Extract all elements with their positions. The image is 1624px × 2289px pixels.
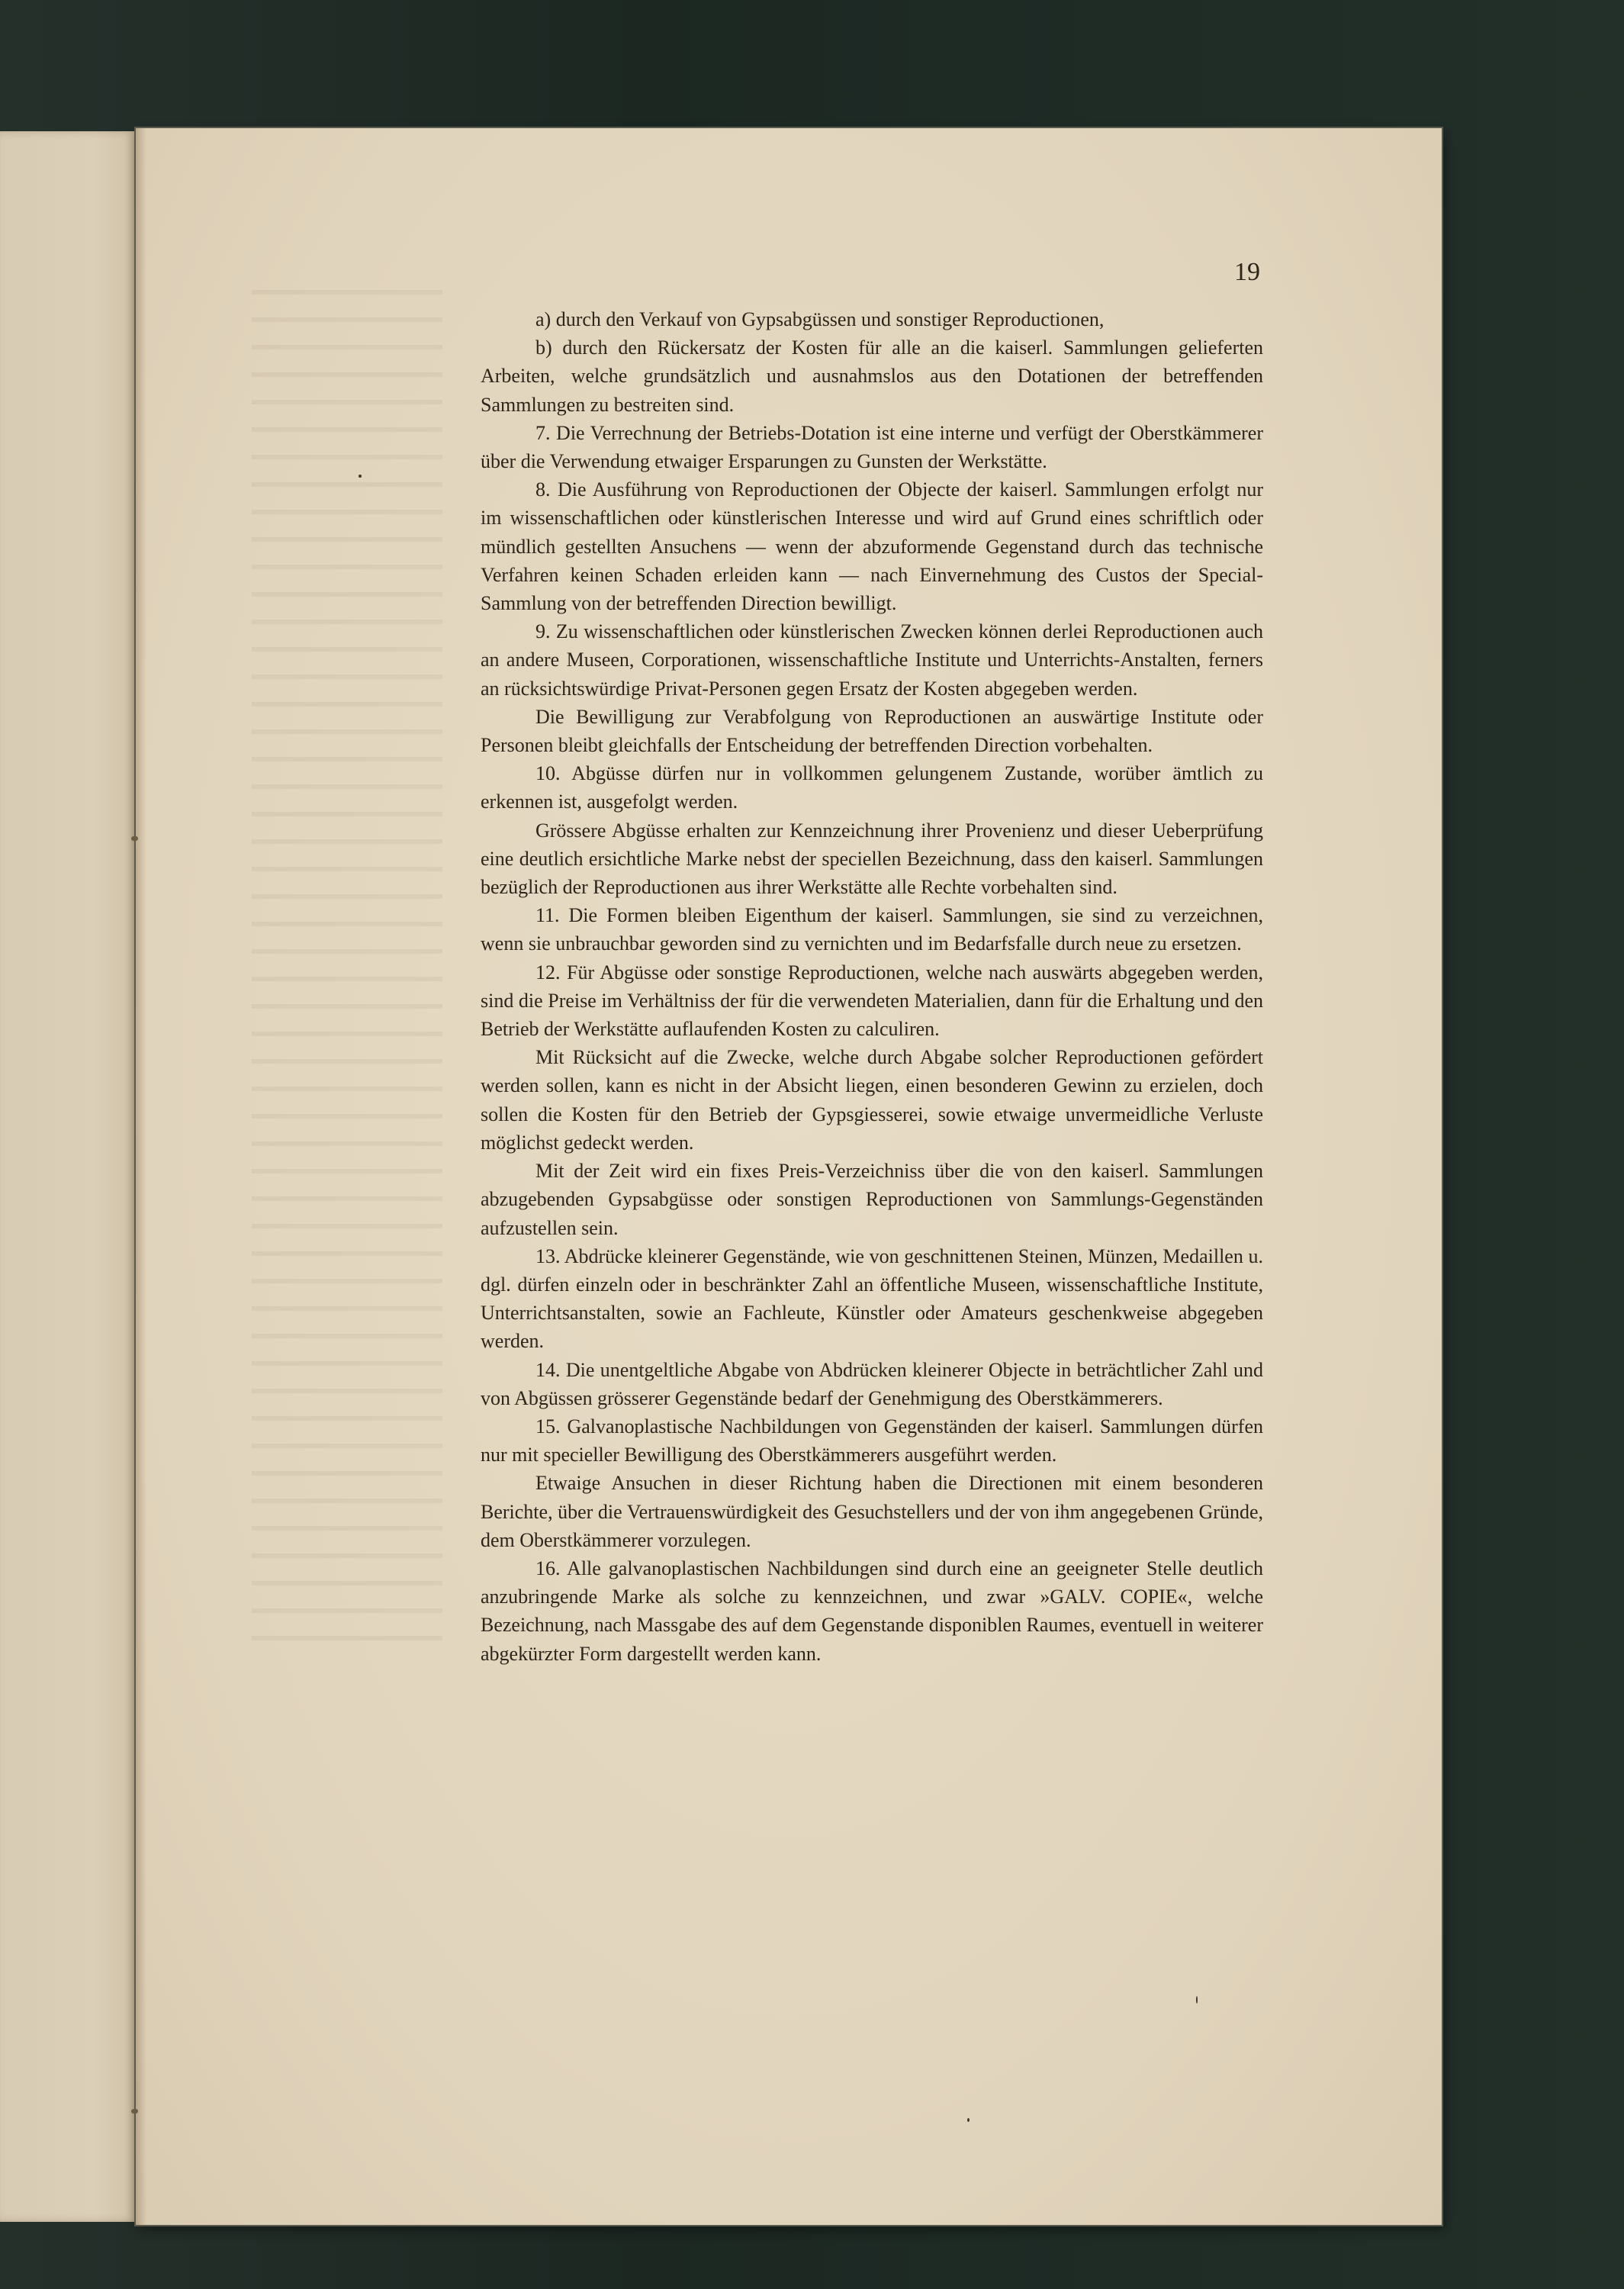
binding-thread-icon — [131, 836, 138, 841]
gutter-shadow — [136, 128, 146, 2225]
paragraph: 7. Die Verrechnung der Betriebs-Dotation ist eine interne und verfügt der Oberstkämmerer über die Verwendung etwaiger Ersparungen zu Gunsten der Werkstätte. — [481, 421, 1263, 473]
paragraph: 8. Die Ausführung von Reproductionen der Objecte der kaiserl. Sammlungen erfolgt nur im wissenschaftlichen oder künstlerischen Interesse und wird auf Grund eines schriftlich oder mündlich gestellten Ansuchens — wenn der abzuformende Gegenstand durch das technische Verfahren keinen Schaden erleiden kann — nach Einvernehmung des Custos der Special-Sammlung von der betreffenden Direction bewilligt. — [481, 478, 1263, 615]
body-text — [481, 305, 1263, 1668]
paragraph: a) durch den Verkauf von Gypsabgüssen und sonstiger Reproductionen, — [535, 308, 1105, 330]
paper-speck — [967, 2118, 970, 2122]
paragraph: 15. Galvanoplastische Nachbildungen von Gegenständen der kaiserl. Sammlungen dürfen nur mit specieller Bewilligung des Oberstkämmerers ausgeführt werden. — [481, 1415, 1263, 1466]
paper-speck — [1196, 1996, 1198, 2004]
paragraph: 12. Für Abgüsse oder sonstige Reproductionen, welche nach auswärts abgegeben werden, sind die Preise im Verhältniss der für die verwendeten Materialien, dann für die Erhaltung und den Betrieb der Werkstätte auflaufenden Kosten zu calculiren. — [481, 961, 1263, 1041]
paragraph: 16. Alle galvanoplastischen Nachbildungen sind durch eine an geeigneter Stelle deutlich anzubringende Marke als solche zu kennzeichnen, und zwar »GALV. COPIE«, welche Bezeichnung, nach Massgabe des auf dem Gegenstande disponiblen Raumes, eventuell in weiterer abgekürzter Form dargestellt werden kann. — [481, 1557, 1263, 1665]
facing-page-edge — [0, 131, 136, 2222]
paragraph: 9. Zu wissenschaftlichen oder künstlerischen Zwecken können derlei Reproductionen auch an andere Museen, Corporationen, wissenschaftliche Institute und Unterrichts-Anstalten, ferners an rücksichtswürdige Privat-Personen gegen Ersatz der Kosten abgegeben werden. — [481, 620, 1263, 700]
paragraph: Die Bewilligung zur Verabfolgung von Reproductionen an auswärtige Institute oder Personen bleibt gleichfalls der Entscheidung der betreffenden Direction vorbehalten. — [481, 705, 1263, 757]
paper-speck — [359, 475, 362, 478]
show-through-text — [252, 290, 442, 1663]
paragraph: b) durch den Rückersatz der Kosten für alle an die kaiserl. Sammlungen gelieferten Arbeiten, welche grundsätzlich und ausnahmslos aus den Dotationen der betreffenden Sammlungen zu bestreiten sind. — [481, 336, 1263, 416]
paragraph: 10. Abgüsse dürfen nur in vollkommen gelungenem Zustande, worüber ämtlich zu erkennen ist, ausgefolgt werden. — [481, 762, 1263, 813]
paragraph: Etwaige Ansuchen in dieser Richtung haben die Directionen mit einem besonderen Berichte, über die Vertrauenswürdigkeit des Gesuchstellers und der von ihm angegebenen Gründe, dem Oberstkämmerer vorzulegen. — [481, 1472, 1263, 1551]
paragraph: Mit Rücksicht auf die Zwecke, welche durch Abgabe solcher Reproductionen gefördert werden sollen, kann es nicht in der Absicht liegen, einen besonderen Gewinn zu erzielen, doch sollen die Kosten für den Betrieb der Gypsgiesserei, sowie etwaige unvermeidliche Verluste möglichst gedeckt werden. — [481, 1046, 1263, 1154]
binding-thread-icon — [131, 2109, 138, 2114]
page-number: 19 — [1234, 258, 1260, 286]
paragraph: 13. Abdrücke kleinerer Gegenstände, wie von geschnittenen Steinen, Münzen, Medaillen u. dgl. dürfen einzeln oder in beschränkter Zahl an öffentliche Museen, wissenschaftliche Institute, Unterrichtsanstalten, sowie an Fachleute, Künstler oder Amateurs geschenkweise abgegeben werden. — [481, 1244, 1263, 1353]
paragraph: 14. Die unentgeltliche Abgabe von Abdrücken kleinerer Objecte in beträchtlicher Zahl und von Abgüssen grösserer Gegenstände bedarf der Genehmigung des Oberstkämmerers. — [481, 1358, 1263, 1409]
paragraph: Mit der Zeit wird ein fixes Preis-Verzeichniss über die von den kaiserl. Sammlungen abzugebenden Gypsabgüsse oder sonstigen Reproductionen von Sammlungs-Gegenständen aufzustellen sein. — [481, 1160, 1263, 1239]
paragraph: 11. Die Formen bleiben Eigenthum der kaiserl. Sammlungen, sie sind zu verzeichnen, wenn sie unbrauchbar geworden sind zu vernichten und im Bedarfsfalle durch neue zu ersetzen. — [481, 904, 1263, 955]
paragraph: Grössere Abgüsse erhalten zur Kennzeichnung ihrer Provenienz und dieser Ueberprüfung eine deutlich ersichtliche Marke nebst der speciellen Bezeichnung, dass den kaiserl. Sammlungen bezüglich der Reproductionen aus ihrer Werkstätte alle Rechte vorbehalten sind. — [481, 819, 1263, 899]
